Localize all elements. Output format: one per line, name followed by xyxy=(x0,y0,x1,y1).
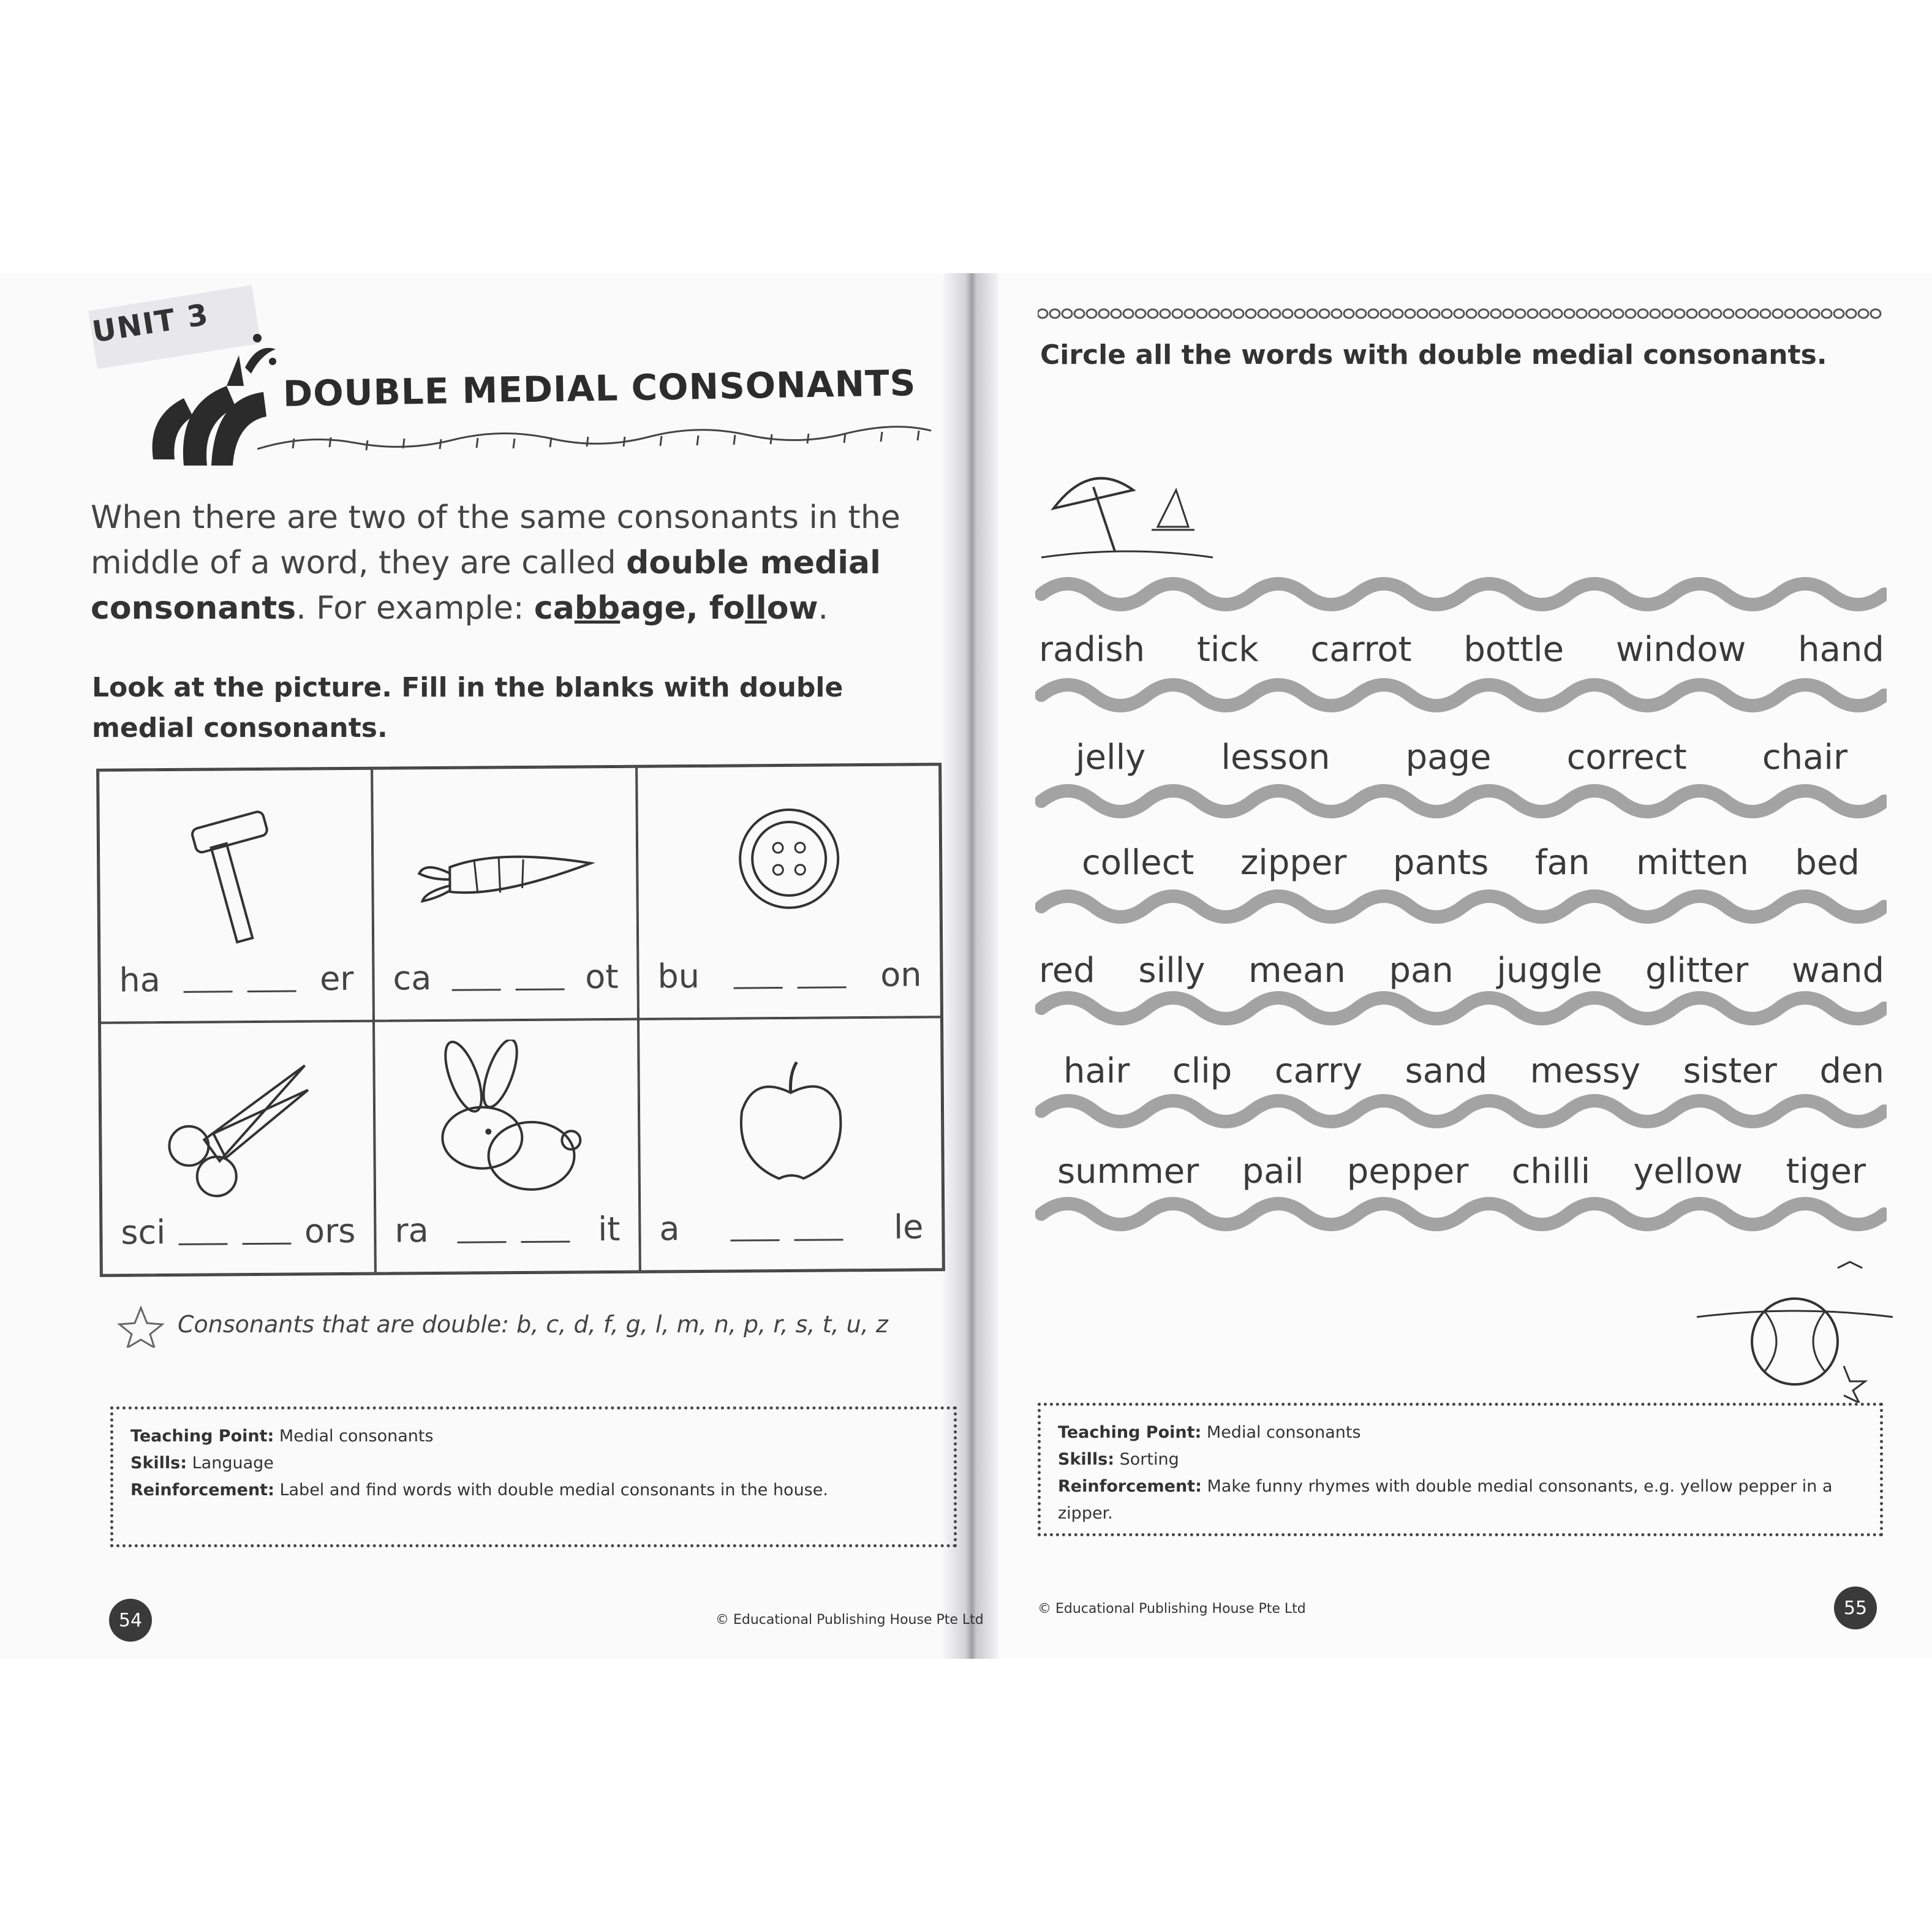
beach-umbrella-icon xyxy=(1041,453,1213,570)
word-option[interactable]: chilli xyxy=(1511,1152,1591,1191)
word-option[interactable]: den xyxy=(1819,1051,1884,1091)
word-option[interactable]: radish xyxy=(1039,630,1145,670)
word-row-3 xyxy=(1039,843,1884,883)
teaching-box-right: Teaching Point: Medial consonants Skills: Sorting Reinforcement: Make funny rhymes with double medial consonants, e.g. yellow pepper in a zipper. xyxy=(1038,1403,1883,1536)
chain-border-decoration xyxy=(1038,306,1884,321)
word-option[interactable]: chair xyxy=(1762,738,1847,777)
word-option[interactable]: jelly xyxy=(1076,738,1146,777)
word-option[interactable]: mitten xyxy=(1636,843,1749,883)
word-option[interactable]: sand xyxy=(1405,1051,1488,1091)
copyright-right: © Educational Publishing House Pte Ltd xyxy=(1038,1601,1306,1617)
cell-hammer: ha er xyxy=(98,769,374,1023)
cell-button: bu on xyxy=(636,764,941,1019)
cell-apple: a le xyxy=(638,1017,943,1271)
star-icon xyxy=(116,1305,165,1348)
wave-line xyxy=(1041,998,1884,1019)
hammer-icon xyxy=(168,794,304,955)
intro-paragraph: When there are two of the same consonants in the middle of a word, they are called double medial consonants. For example: cabbage, follow. xyxy=(91,499,900,627)
word-option[interactable]: bottle xyxy=(1463,630,1564,670)
word-option[interactable]: sister xyxy=(1683,1051,1777,1091)
word-option[interactable]: yellow xyxy=(1633,1152,1743,1191)
word-option[interactable]: carrot xyxy=(1310,630,1412,670)
wave-lines xyxy=(1035,570,1887,1250)
page-title: DOUBLE MEDIAL CONSONANTS xyxy=(282,361,916,415)
word-option[interactable]: juggle xyxy=(1496,951,1602,991)
word-option[interactable]: pepper xyxy=(1346,1152,1469,1191)
word-option[interactable]: pants xyxy=(1392,843,1489,883)
picture-grid xyxy=(96,763,945,1277)
beach-ball-icon xyxy=(1697,1256,1893,1403)
word-option[interactable]: red xyxy=(1039,951,1095,991)
rabbit-icon xyxy=(426,1039,587,1199)
word-option[interactable]: lesson xyxy=(1221,738,1330,777)
word-option[interactable]: summer xyxy=(1057,1152,1199,1191)
word-option[interactable]: collect xyxy=(1082,843,1194,883)
word-option[interactable]: window xyxy=(1615,630,1746,670)
cell-carrot: ca ot xyxy=(372,767,638,1021)
word-row-6 xyxy=(1039,1152,1884,1191)
word-option[interactable]: clip xyxy=(1172,1051,1232,1091)
word-option[interactable]: pail xyxy=(1242,1152,1304,1191)
word-option[interactable]: glitter xyxy=(1645,951,1749,991)
carrot-icon xyxy=(413,817,598,953)
word-row-2 xyxy=(1039,738,1884,777)
word-option[interactable]: tiger xyxy=(1786,1152,1866,1191)
wave-line xyxy=(1041,791,1884,812)
wave-line xyxy=(1041,1101,1884,1122)
wave-line xyxy=(1041,685,1884,706)
word-row-1 xyxy=(1039,630,1884,670)
scissors-icon xyxy=(157,1053,318,1201)
apple-icon xyxy=(729,1055,853,1191)
word-option[interactable]: fan xyxy=(1534,843,1590,883)
word-row-4 xyxy=(1039,951,1884,991)
copyright-left: © Educational Publishing House Pte Ltd xyxy=(715,1612,984,1628)
word-option[interactable]: correct xyxy=(1566,738,1687,777)
word-option[interactable]: tick xyxy=(1196,630,1259,670)
word-option[interactable]: pan xyxy=(1389,951,1454,991)
fill-blanks-instruction: Look at the picture. Fill in the blanks with double medial consonants. xyxy=(92,672,843,744)
title-underline-decoration xyxy=(257,421,937,458)
word-option[interactable]: hand xyxy=(1798,630,1884,670)
word-option[interactable]: page xyxy=(1405,738,1492,777)
wave-line xyxy=(1041,584,1884,605)
button-icon xyxy=(733,803,844,914)
wave-line xyxy=(1041,1204,1884,1224)
word-option[interactable]: bed xyxy=(1795,843,1860,883)
wave-line xyxy=(1041,896,1884,917)
doubles-note: Consonants that are double: b, c, d, f, g, l, m, n, p, r, s, t, u, z xyxy=(178,1311,888,1338)
unit-label: UNIT 3 xyxy=(89,297,212,350)
word-option[interactable]: carry xyxy=(1274,1051,1363,1091)
word-option[interactable]: silly xyxy=(1138,951,1206,991)
word-option[interactable]: hair xyxy=(1063,1051,1130,1091)
word-option[interactable]: wand xyxy=(1791,951,1884,991)
word-option[interactable]: zipper xyxy=(1240,843,1347,883)
page-number-right: 55 xyxy=(1834,1587,1877,1629)
word-row-5 xyxy=(1039,1051,1884,1091)
word-option[interactable]: mean xyxy=(1248,951,1346,991)
cell-scissors: sci ors xyxy=(100,1021,375,1275)
teaching-box-left: Teaching Point: Medial consonants Skills: Language Reinforcement: Label and find words with double medial consonants in the house. xyxy=(110,1406,957,1547)
cell-rabbit: ra it xyxy=(374,1019,640,1274)
page-number-left: 54 xyxy=(109,1599,152,1642)
word-option[interactable]: messy xyxy=(1530,1051,1641,1091)
circle-words-instruction: Circle all the words with double medial consonants. xyxy=(1040,339,1827,371)
